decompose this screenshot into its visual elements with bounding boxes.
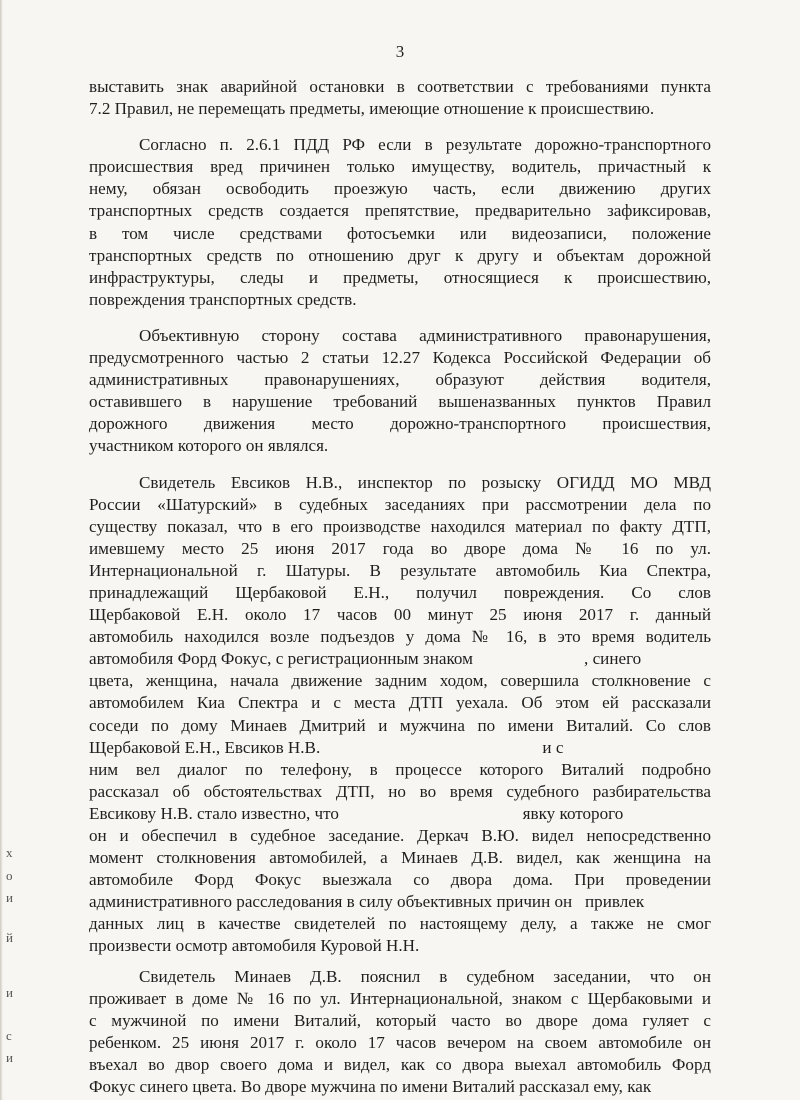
text-line: выставить знак аварийной остановки в соответствии с требованиями пункта <box>89 77 711 96</box>
margin-mark: и <box>6 1050 13 1065</box>
text-line: России «Шатурский» в судебных заседаниях при рассмотрении дела по <box>89 494 711 514</box>
text-line: Щербаковой Е.Н., Евсиков Н.В. и с <box>89 737 564 757</box>
text-line: 7.2 Правил, не перемещать предметы, имеющие отношение к происшествию. <box>89 99 655 119</box>
text-line: Щербаковой Е.Н. около 17 часов 00 минут 25 июня 2017 г. данный <box>89 605 711 625</box>
text-line: повреждения транспортных средств. <box>89 289 357 309</box>
text-line: принадлежащий Щербаковой Е.Н., получил повреждения. Со слов <box>89 582 711 602</box>
text-line: Объективную сторону состава административного правонарушения, <box>139 325 711 345</box>
paragraph-pdd-rule <box>89 134 711 311</box>
text-line: проживает в доме № 16 по ул. Интернациональной, знаком с Щербаковыми и <box>89 988 711 1008</box>
paragraph-objective-side <box>89 325 711 458</box>
margin-mark: о <box>6 868 13 883</box>
text-line: административного расследования в силу объективных причин он привлек <box>89 892 645 912</box>
text-line: транспортных средств создается препятствие, предварительно зафиксировав, <box>89 201 711 221</box>
margin-mark: и <box>6 985 13 1000</box>
text-line: он и обеспечил в судебное заседание. Деркач В.Ю. видел непосредственно <box>89 826 711 845</box>
text-line: автомобиля Форд Фокус, с регистрационным знаком , синего <box>89 649 642 669</box>
text-line: административных правонарушениях, образуют действия водителя, <box>89 370 711 390</box>
margin-mark: й <box>6 930 13 945</box>
text-line: соседи по дому Минаев Дмитрий и мужчина по имени Виталий. Со слов <box>89 715 711 735</box>
text-line: имевшему место 25 июня 2017 года во дворе дома № 16 по ул. <box>89 538 711 558</box>
paragraph-continuation <box>89 76 711 120</box>
text-line: момент столкновения автомобилей, а Минаев Д.В. видел, как женщина на <box>89 848 711 868</box>
text-line: участником которого он являлся. <box>89 436 329 456</box>
text-line: Фокус синего цвета. Во дворе мужчина по имени Виталий рассказал ему, как <box>89 1077 652 1097</box>
text-line: происшествия вред причинен только имуществу, водитель, причастный к <box>89 157 711 177</box>
text-line: существу показал, что в его производстве находился материал по факту ДТП, <box>89 516 711 536</box>
text-line: транспортных средств по отношению друг к другу и объектам дорожной <box>89 245 711 265</box>
document-body <box>89 76 711 1098</box>
margin-mark: и <box>6 890 13 905</box>
text-line: цвета, женщина, начала движение задним ходом, совершила столкновение с <box>89 671 711 691</box>
text-line: автомобилем Киа Спектра и с места ДТП уехала. Об этом ей рассказали <box>89 693 711 713</box>
margin-mark: с <box>6 1028 12 1043</box>
left-margin-marks <box>0 0 22 1100</box>
text-line: оставившего в нарушение требований вышеназванных пунктов Правил <box>89 392 711 412</box>
text-line: автомобиле Форд Фокус выезжала со двора дома. При проведении <box>89 870 711 890</box>
text-line: инфраструктуры, следы и предметы, относящиеся к происшествию, <box>89 267 711 287</box>
text-line: рассказал об обстоятельствах ДТП, но во время судебного разбирательства <box>89 781 711 801</box>
text-line: въехал во двор своего дома и видел, как со двора выехал автомобиль Форд <box>89 1054 711 1074</box>
paragraph-witness-minaev <box>89 966 711 1099</box>
text-line: Свидетель Евсиков Н.В., инспектор по розыску ОГИДД МО МВД <box>139 472 711 492</box>
text-line: автомобиль находился возле подъездов у дома № 16, в это время водитель <box>89 627 711 647</box>
text-line: ним вел диалог по телефону, в процессе которого Виталий подробно <box>89 759 711 779</box>
text-line: данных лиц в качестве свидетелей по настоящему делу, а также не смог <box>89 914 711 934</box>
text-line: дорожного движения место дорожно-транспортного происшествия, <box>89 414 711 434</box>
text-line: Интернациональной г. Шатуры. В результате автомобиль Киа Спектра, <box>89 560 711 580</box>
text-line: в том числе средствами фотосъемки или видеозаписи, положение <box>89 223 711 243</box>
text-line: ребенком. 25 июня 2017 г. около 17 часов вечером на своем автомобиле он <box>89 1032 711 1052</box>
margin-mark: х <box>6 845 13 860</box>
text-line: с мужчиной по имени Виталий, который часто во дворе дома гуляет с <box>89 1010 711 1030</box>
text-line: Свидетель Минаев Д.В. пояснил в судебном заседании, что он <box>139 966 711 986</box>
text-line: Евсикову Н.В. стало известно, что явку которого <box>89 803 624 823</box>
text-line: Согласно п. 2.6.1 ПДД РФ если в результате дорожно-транспортного <box>139 135 711 155</box>
text-line: предусмотренного частью 2 статьи 12.27 Кодекса Российской Федерации об <box>89 348 711 368</box>
page-number: 3 <box>395 42 405 61</box>
paragraph-witness-evsikov <box>89 472 711 958</box>
text-line: произвести осмотр автомобиля Куровой Н.Н. <box>89 936 420 956</box>
text-line: нему, обязан освободить проезжую часть, если движению других <box>89 179 711 199</box>
